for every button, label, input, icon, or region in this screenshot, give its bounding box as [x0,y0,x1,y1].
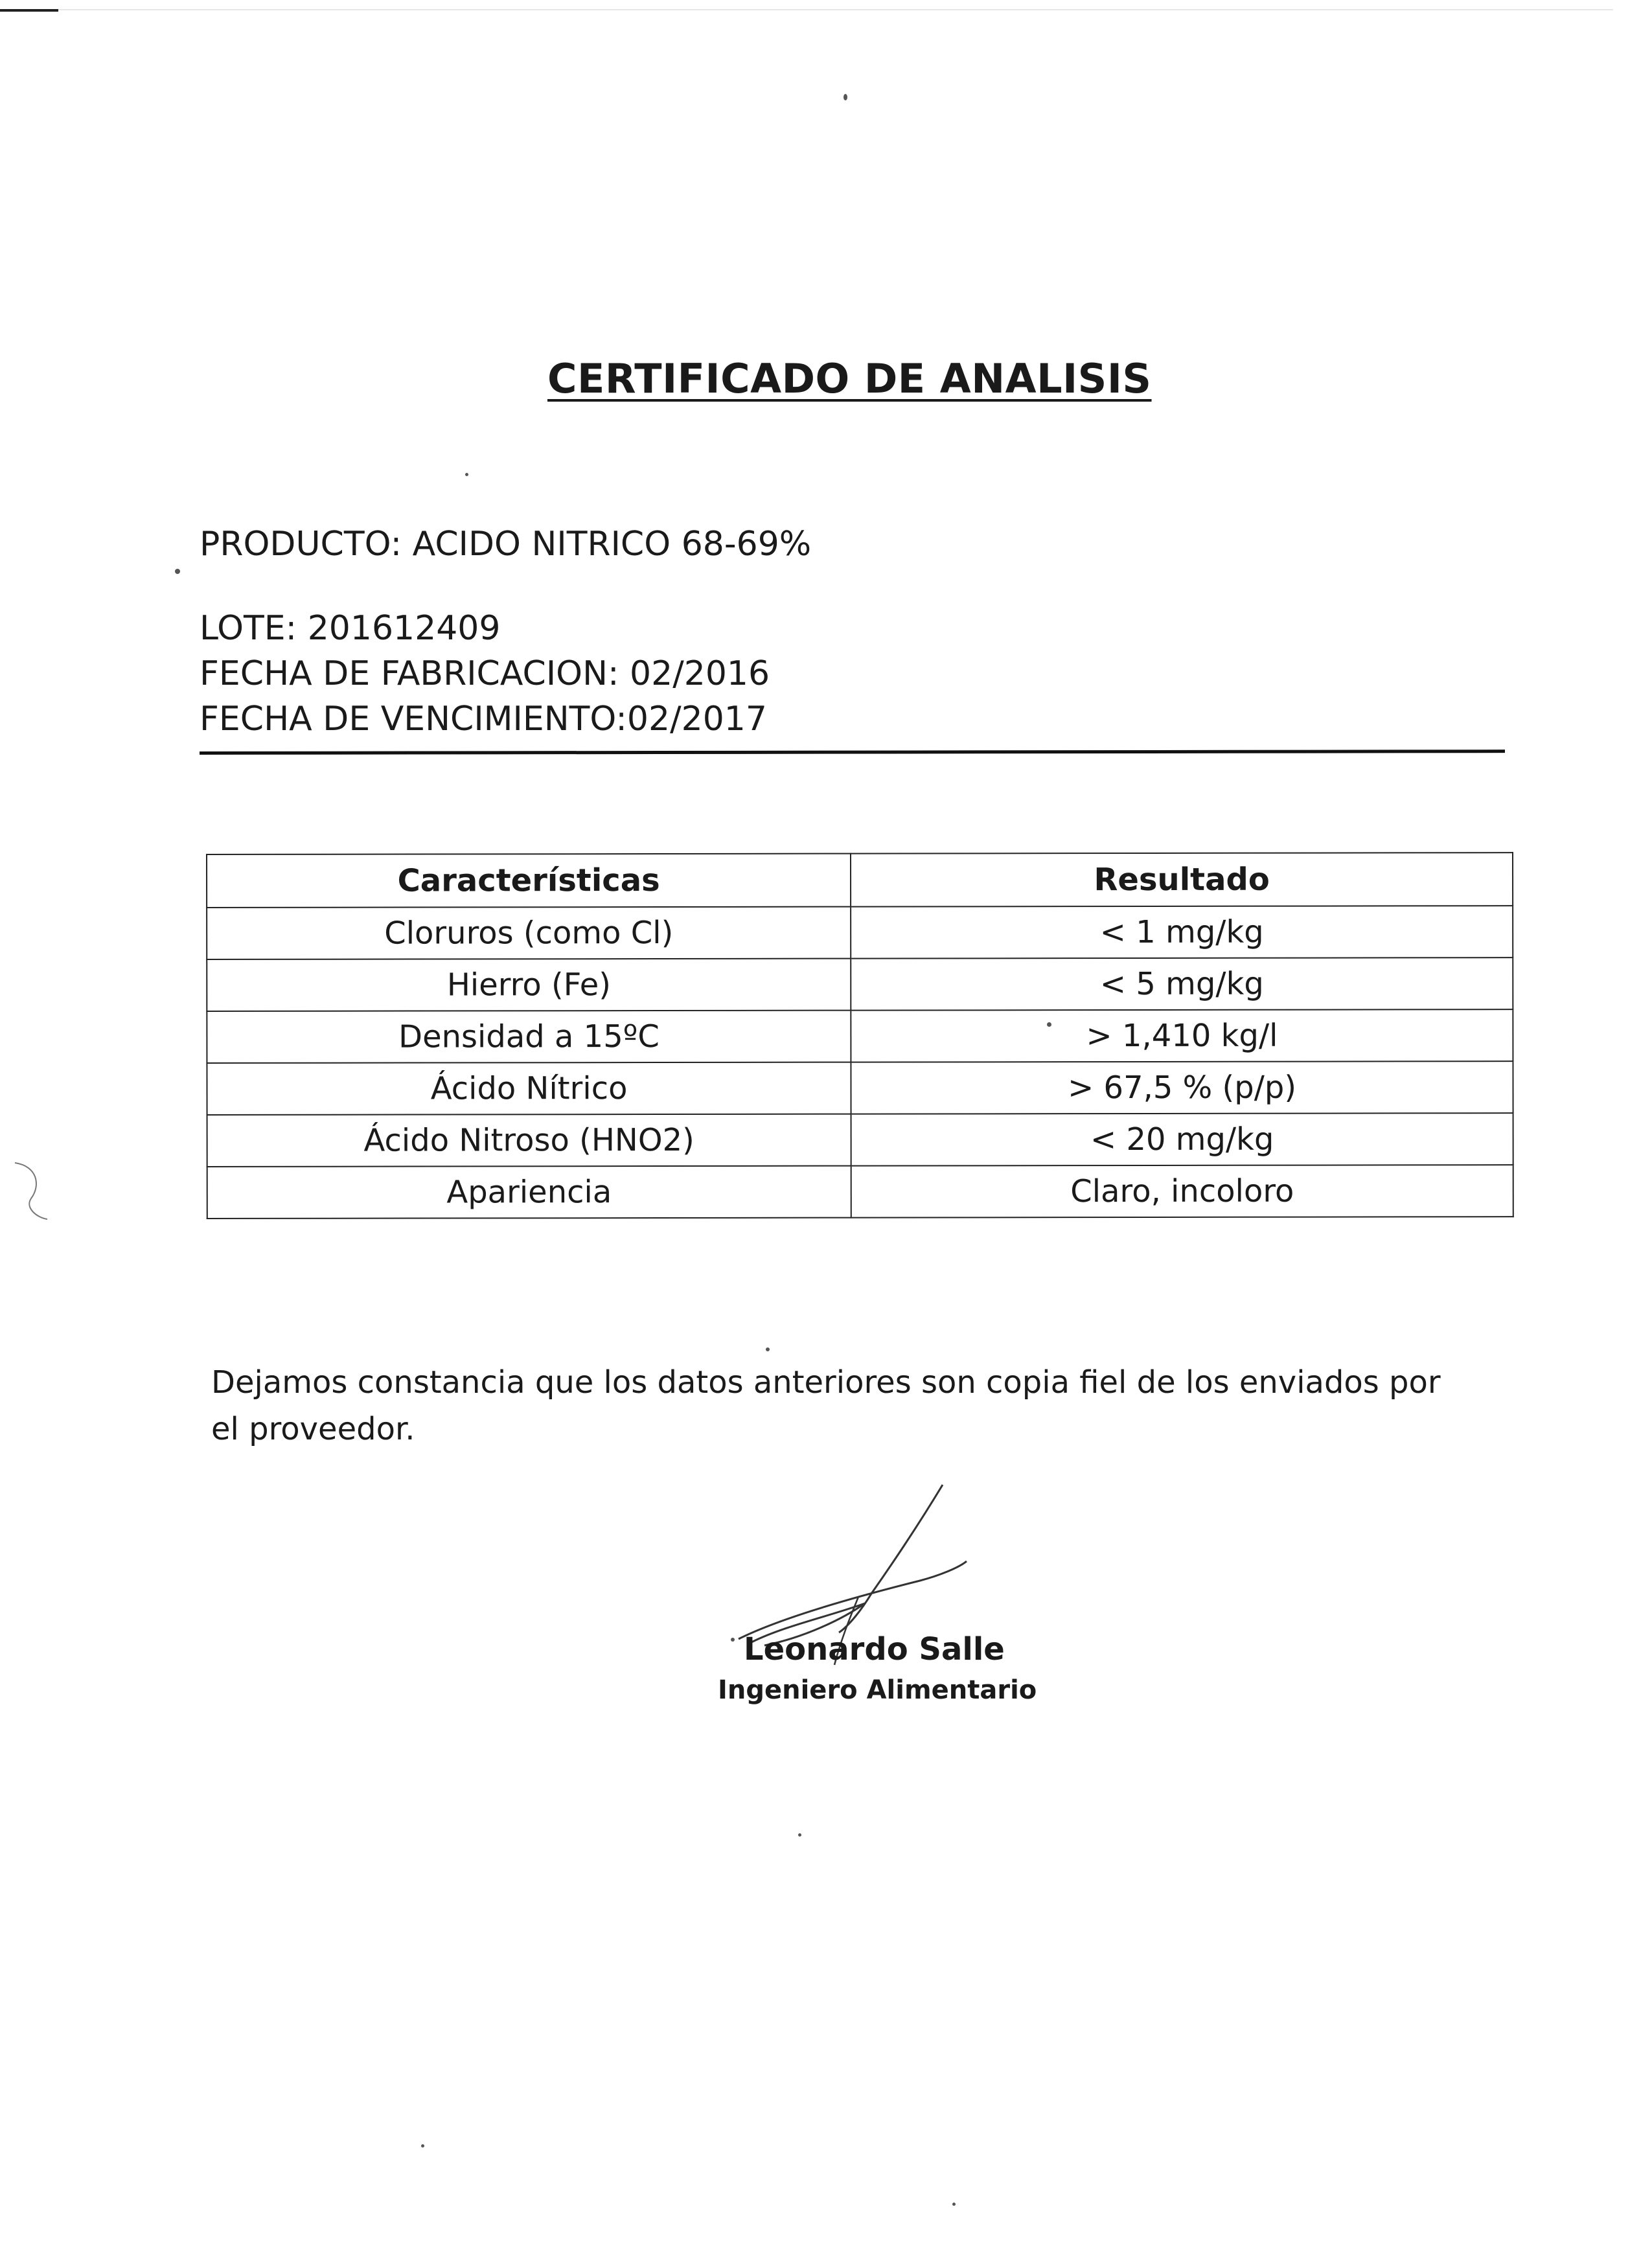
signatory-name: Leonardo Salle [744,1631,1005,1667]
certification-statement: Dejamos constancia que los datos anteriores son copia fiel de los enviados por el proveedor. [211,1364,1441,1447]
scan-speck [175,569,180,574]
characteristic-cell: Cloruros (como Cl) [207,907,851,959]
column-header-characteristics: Características [207,854,851,908]
characteristic-cell: Hierro (Fe) [207,959,851,1011]
result-cell: > 1,410 kg/l [851,1009,1513,1062]
scan-edge-line [58,9,1613,10]
characteristic-cell: Ácido Nitroso (HNO2) [207,1114,851,1167]
column-header-result: Resultado [851,853,1513,906]
result-cell: > 67,5 % (p/p) [851,1061,1513,1114]
handwritten-signature [726,1471,985,1704]
document-title: CERTIFICADO DE ANALISIS [547,355,1152,402]
scan-speck [843,94,847,100]
signatory-role: Ingeniero Alimentario [718,1675,1037,1705]
result-cell: Claro, incoloro [851,1165,1513,1217]
expiry-date-line: FECHA DE VENCIMIENTO:02/2017 [200,700,767,739]
scan-speck [465,473,468,476]
characteristic-cell: Ácido Nítrico [207,1062,851,1115]
scan-speck [952,2203,956,2206]
table-row [207,957,1513,1011]
characteristic-cell: Densidad a 15ºC [207,1011,851,1063]
table-row [207,906,1513,959]
table-row [207,1061,1513,1115]
table-row [207,1113,1513,1167]
scan-speck [1047,1022,1051,1027]
header-divider [200,750,1505,755]
scan-speck [798,1833,801,1837]
manufacture-date-line: FECHA DE FABRICACION: 02/2016 [200,654,770,693]
scan-margin-mark [12,1160,51,1224]
scan-speck [766,1347,770,1351]
characteristic-cell: Apariencia [207,1166,851,1219]
table-row [207,1009,1513,1063]
scan-speck [421,2144,424,2148]
result-cell: < 5 mg/kg [851,957,1513,1010]
analysis-table [206,852,1514,1219]
table-row [207,1165,1513,1219]
lot-line: LOTE: 201612409 [200,609,501,648]
table-header-row [207,853,1513,908]
scan-edge-mark [0,9,58,12]
scan-speck [731,1638,735,1642]
result-cell: < 20 mg/kg [851,1113,1513,1165]
result-cell: < 1 mg/kg [851,906,1513,958]
product-line: PRODUCTO: ACIDO NITRICO 68-69% [200,525,812,564]
